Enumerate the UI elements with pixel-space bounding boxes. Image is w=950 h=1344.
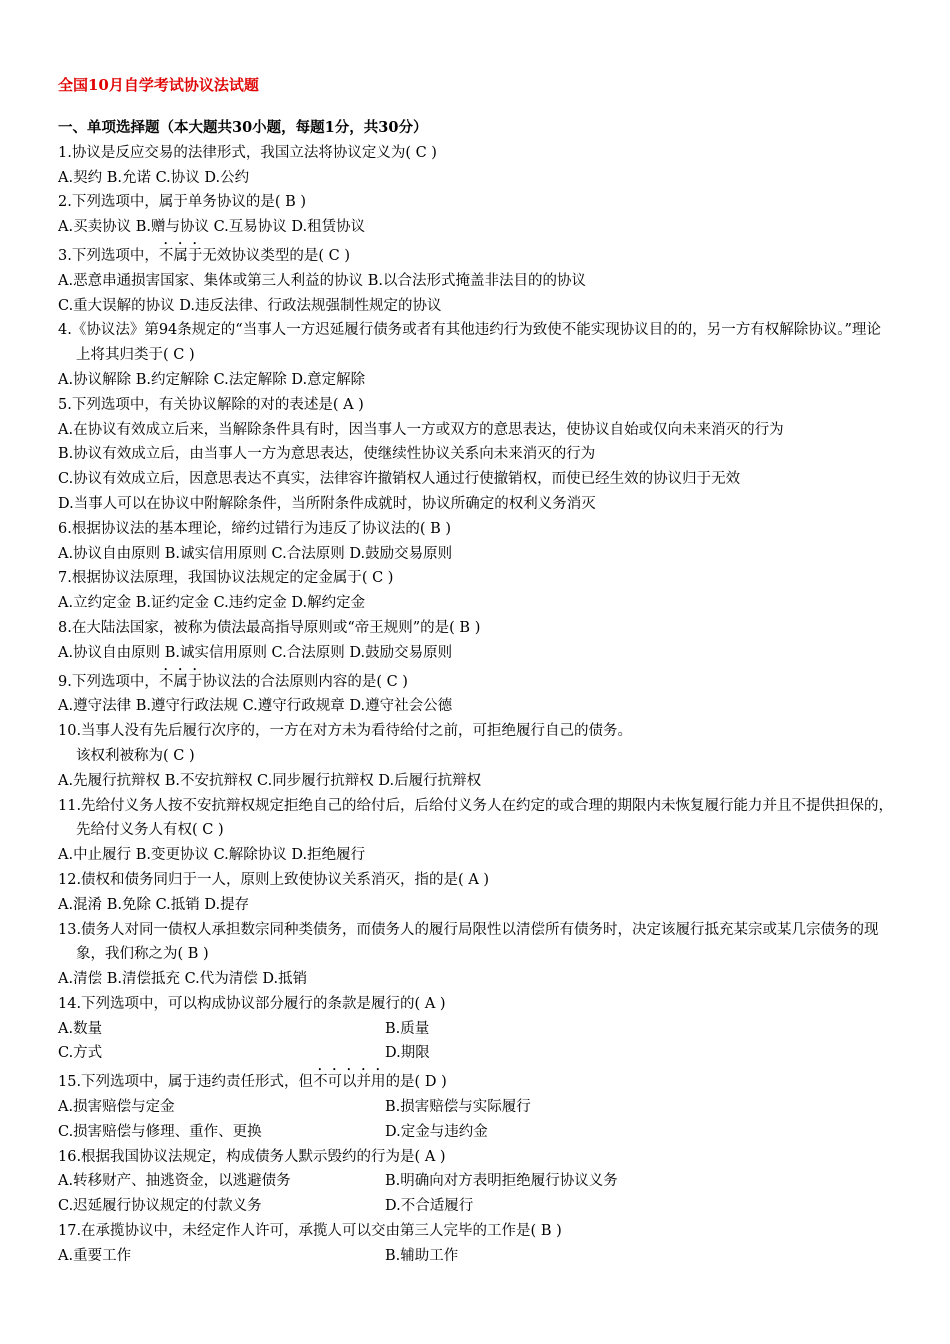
stem-text: 无效协议类型的是( C ) xyxy=(202,247,350,264)
stem-text: 9.下列选项中， xyxy=(58,673,159,690)
section-heading: 一、单项选择题（本大题共30小题，每题1分，共30分） xyxy=(58,119,428,136)
question-stem: 4.《协议法》第94条规定的“当事人一方迟延履行债务或者有其他违约行为致使不能实现协议目的的，另一方有权解除协议。”理论上将其归类于( C ) xyxy=(58,322,881,364)
options-row xyxy=(58,1244,894,1269)
option-d: D.当事人可以在协议中附解除条件，当所附条件成就时，协议所确定的权利义务消灭 xyxy=(58,495,596,512)
question-stem: 10.当事人没有先后履行次序的，一方在对方未为看待给付之前，可拒绝履行自己的债务。 xyxy=(58,723,633,740)
question-options: A.中止履行 B.变更协议 C.解除协议 D.拒绝履行 xyxy=(58,847,366,864)
question-options: A.契约 B.允诺 C.协议 D.公约 xyxy=(58,169,250,186)
question-stem xyxy=(58,666,894,695)
question-stem: 1.协议是反应交易的法律形式，我国立法将协议定义为( C ) xyxy=(58,144,437,161)
question-stem xyxy=(58,240,894,269)
question-list xyxy=(58,116,894,1269)
option-c: C.协议有效成立后，因意思表达不真实，法律容许撤销权人通过行使撤销权，而使已经生效的协议归于无效 xyxy=(58,471,741,488)
option-b: B.质量 xyxy=(385,1020,430,1037)
option-d: D.不合适履行 xyxy=(385,1198,474,1215)
question-stem: 2.下列选项中，属于单务协议的是( B ) xyxy=(58,194,307,211)
option-d: D.定金与违约金 xyxy=(385,1123,488,1140)
option-c: C.方式 xyxy=(58,1045,103,1062)
stem-text: 的是( D ) xyxy=(385,1074,447,1091)
option-a: A.重要工作 xyxy=(58,1247,132,1264)
option-b: B.明确向对方表明拒绝履行协议义务 xyxy=(385,1173,618,1190)
stem-text: 3.下列选项中， xyxy=(58,247,159,264)
question-stem: 12.债权和债务同归于一人，原则上致使协议关系消灭，指的是( A ) xyxy=(58,871,490,888)
question-options: A.先履行抗辩权 B.不安抗辩权 C.同步履行抗辩权 D.后履行抗辩权 xyxy=(58,772,482,789)
option-a: A.损害赔偿与定金 xyxy=(58,1099,175,1116)
emphasis-text: 不属于 xyxy=(158,247,203,264)
question-stem xyxy=(58,1066,894,1095)
question-stem-continued: 该权利被称为( C ) xyxy=(76,747,195,764)
document-title: 全国10月自学考试协议法试题 xyxy=(58,76,259,94)
question-stem: 5.下列选项中，有关协议解除的对的表述是( A ) xyxy=(58,396,364,413)
option-c: C.损害赔偿与修理、重作、更换 xyxy=(58,1123,262,1140)
option-d: D.期限 xyxy=(385,1045,430,1062)
question-options: A.立约定金 B.证约定金 C.违约定金 D.解约定金 xyxy=(58,595,366,612)
option-a: A.在协议有效成立后来，当解除条件具有时，因当事人一方或双方的意思表达，使协议自始或仅向未来消灭的行为 xyxy=(58,421,784,438)
question-options: A.混淆 B.免除 C.抵销 D.提存 xyxy=(58,896,250,913)
question-options: A.清偿 B.清偿抵充 C.代为清偿 D.抵销 xyxy=(58,971,308,988)
question-stem: 11.先给付义务人按不安抗辩权规定拒绝自己的给付后，后给付义务人在约定的或合理的期限内未恢复履行能力并且不提供担保的，先给付义务人有权( C ) xyxy=(58,797,894,839)
option-b: B.协议有效成立后，由当事人一方为意思表达，使继续性协议关系向未来消灭的行为 xyxy=(58,446,596,463)
option-b: B.辅助工作 xyxy=(385,1247,459,1264)
question-options: A.协议解除 B.约定解除 C.法定解除 D.意定解除 xyxy=(58,371,366,388)
option-a: A.转移财产、抽逃资金，以逃避债务 xyxy=(58,1173,291,1190)
stem-text: 15.下列选项中，属于违约责任形式，但 xyxy=(58,1074,314,1091)
options-row xyxy=(58,1095,894,1120)
options-row xyxy=(58,1041,894,1066)
question-options: A.恶意串通损害国家、集体或第三人利益的协议 B.以合法形式掩盖非法目的的协议 xyxy=(58,272,586,289)
question-stem: 8.在大陆法国家，被称为债法最高指导原则或“帝王规则”的是( B ) xyxy=(58,619,481,636)
options-row xyxy=(58,1017,894,1042)
question-options: A.协议自由原则 B.诚实信用原则 C.合法原则 D.鼓励交易原则 xyxy=(58,644,453,661)
option-a: A.数量 xyxy=(58,1020,103,1037)
question-stem: 17.在承揽协议中，未经定作人许可，承揽人可以交由第三人完毕的工作是( B ) xyxy=(58,1223,562,1240)
question-options: A.买卖协议 B.赠与协议 C.互易协议 D.租赁协议 xyxy=(58,219,366,236)
question-stem: 7.根据协议法原理，我国协议法规定的定金属于( C ) xyxy=(58,570,394,587)
stem-text: 协议法的合法原则内容的是( C ) xyxy=(202,673,408,690)
question-stem: 13.债务人对同一债权人承担数宗同种类债务，而债务人的履行局限性以清偿所有债务时，决定该履行抵充某宗或某几宗债务的现象，我们称之为( B ) xyxy=(58,921,879,963)
options-row xyxy=(58,1194,894,1219)
option-c: C.迟延履行协议规定的付款义务 xyxy=(58,1198,262,1215)
option-b: B.损害赔偿与实际履行 xyxy=(385,1099,531,1116)
question-stem: 16.根据我国协议法规定，构成债务人默示毁约的行为是( A ) xyxy=(58,1148,446,1165)
options-row xyxy=(58,1120,894,1145)
question-stem: 6.根据协议法的基本理论，缔约过错行为违反了协议法的( B ) xyxy=(58,520,452,537)
question-options: C.重大误解的协议 D.违反法律、行政法规强制性规定的协议 xyxy=(58,297,442,314)
options-row xyxy=(58,1169,894,1194)
question-options: A.遵守法律 B.遵守行政法规 C.遵守行政规章 D.遵守社会公德 xyxy=(58,698,453,715)
question-stem: 14.下列选项中，可以构成协议部分履行的条款是履行的( A ) xyxy=(58,995,446,1012)
emphasis-text: 不属于 xyxy=(158,673,203,690)
emphasis-text: 不可以并用 xyxy=(313,1074,386,1091)
question-options: A.协议自由原则 B.诚实信用原则 C.合法原则 D.鼓励交易原则 xyxy=(58,545,453,562)
